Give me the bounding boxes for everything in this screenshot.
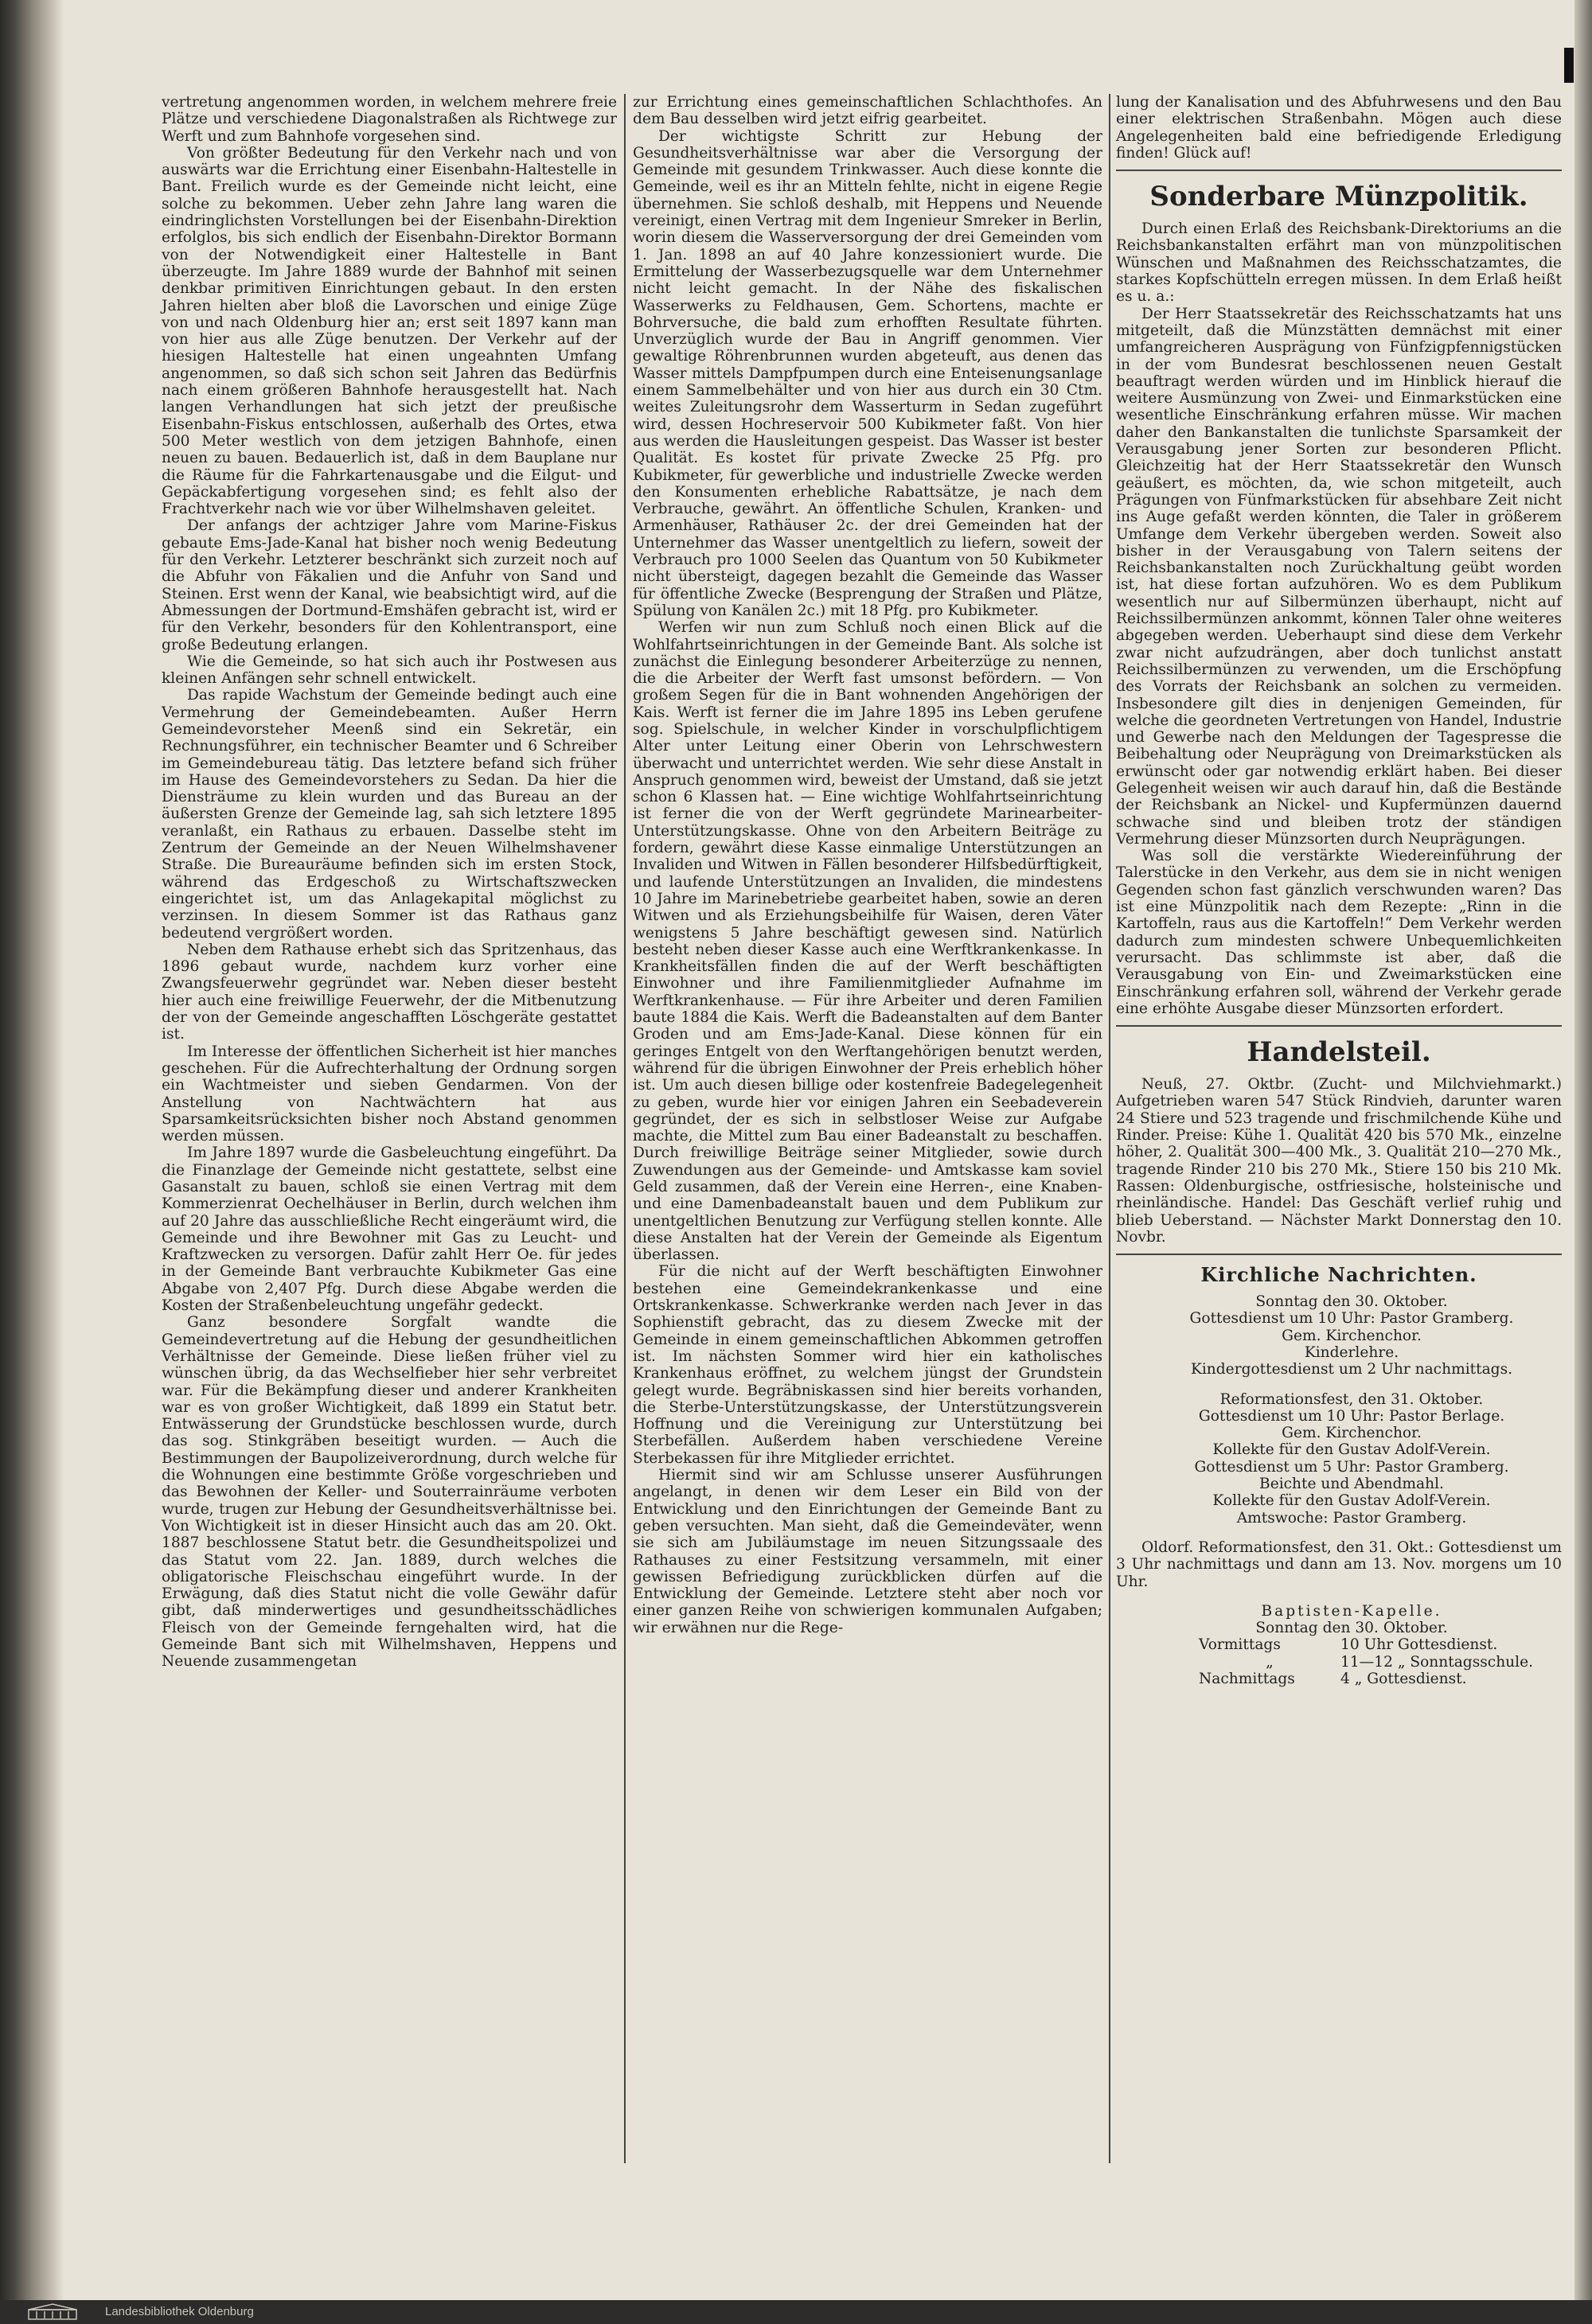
church-listing <box>1116 1293 1562 1527</box>
schedule-time: 10 Uhr Gottesdienst. <box>1340 1636 1498 1654</box>
library-name: Landesbibliothek Oldenburg <box>105 2305 254 2318</box>
column-3 <box>1116 94 1562 2163</box>
paragraph: Oldorf. Reformationsfest, den 31. Okt.: Gottesdienst um 3 Uhr nachmittags und dann am 13. Nov. morgens um 10 Uhr. <box>1116 1538 1562 1590</box>
church-line: Sonntag den 30. Oktober. <box>1255 1293 1448 1311</box>
paragraph: Im Jahre 1897 wurde die Gasbeleuchtung eingeführt. Da die Finanzlage der Gemeinde nicht gestattete, selbst eine Gasanstalt zu bauen, schloß sie einen Vertrag mit dem Kommerzienrat Oechelhäuser in Berlin, durch welchen ihm auf 20 Jahre das ausschließliche Recht eingeräumt wird, die Gemeinde und ihre Bewohner mit Gas zu Leucht- und Kraftzwecken zu versorgen. Dafür zahlt Herr Oe. für jedes in der Gemeinde Bant verbrauchte Kubikmeter Gas eine Abgabe von 2,407 Pfg. Durch diese Abgabe werden die Kosten der Straßenbeleuchtung ungefähr gedeckt. <box>162 1144 617 1315</box>
paragraph: vertretung angenommen worden, in welchem mehrere freie Plätze und verschiedene Diagonalstraßen als Richtwege zur Werft und zum Bahnhofe vorgesehen sind. <box>162 94 617 145</box>
paragraph: Der wichtigste Schritt zur Hebung der Gesundheitsverhältnisse war aber die Versorgung der Gemeinde mit gesundem Trinkwasser. Auch diese konnte die Gemeinde, weil es ihr an Mitteln fehlte, nicht in eigene Regie übernehmen. Sie schloß deshalb, mit Heppens und Neuende vereinigt, einen Vertrag mit dem Ingenieur Smreker in Berlin, worin diesem die Wasserversorgung der drei Gemeinden vom 1. Jan. 1898 an auf 40 Jahre konzessioniert wurde. Die Ermittelung der Wasserbezugsquelle war dem Unternehmer nicht leicht gemacht. In der Nähe des fiskalischen Wasserwerks zu Feldhausen, Gem. Schortens, machte er Bohrversuche, die bald zum erhofften Resultate führten. Unverzüglich wurde der Bau in Angriff genommen. Vier gewaltige Röhrenbrunnen wurden abgeteuft, aus denen das Wasser mittels Dampfpumpen durch eine Enteisenungsanlage einem Sammelbehälter und von hier aus durch ein 30 Ctm. weites Zuleitungsrohr dem Wasserturm in Sedan zugeführt wird, dessen Hochreservoir 500 Kubikmeter faßt. Von hier aus werden die Hausleitungen gespeist. Das Wasser ist bester Qualität. Es kostet für private Zwecke 25 Pfg. pro Kubikmeter, für gewerbliche und industrielle Zwecke werden den Konsumenten erhebliche Rabattsätze, je nach dem Verbrauche, gewährt. An öffentliche Schulen, Kranken- und Armenhäuser, Rathäuser 2c. der drei Gemeinden hat der Unternehmer das Wasser unentgeltlich zu liefern, soweit der Verbrauch pro 1000 Seelen das Quantum von 50 Kubikmeter nicht übersteigt, dagegen bezahlt die Gemeinde das Wasser für öffentliche Zwecke (Besprengung der Straßen und Plätze, Spülung von Kanälen 2c.) mit 18 Pfg. pro Kubikmeter. <box>633 127 1102 619</box>
paragraph: Der anfangs der achtziger Jahre vom Marine-Fiskus gebaute Ems-Jade-Kanal hat bisher noch wenig Bedeutung für den Verkehr. Letzterer beschränkt sich zurzeit noch auf die Abfuhr von Fäkalien und die Anfuhr von Sand und Steinen. Erst wenn der Kanal, wie beabsichtigt wird, auf die Abmessungen der Dortmund-Emshäfen gebracht ist, wird er für den Verkehr, besonders für den Kohlentransport, eine große Bedeutung erlangen. <box>162 517 617 653</box>
church-line: Kindergottesdienst um 2 Uhr nachmittags. <box>1190 1361 1513 1378</box>
library-building-icon <box>27 2303 78 2321</box>
baptist-date: Sonntag den 30. Oktober. <box>1255 1620 1448 1637</box>
paragraph: Durch einen Erlaß des Reichsbank-Direktoriums an die Reichsbankanstalten erfährt man von münzpolitischen Wünschen und Maßnahmen des Reichsschatzamtes, die starkes Kopfschütteln erregen müssen. In dem Erlaß heißt es u. a.: <box>1116 220 1562 306</box>
schedule-row <box>1148 1654 1562 1671</box>
section-title-muenzpolitik: Sonderbare Münzpolitik. <box>1149 181 1528 213</box>
section-rule <box>1116 170 1562 171</box>
paragraph: Neben dem Rathause erhebt sich das Spritzenhaus, das 1896 gebaut wurde, nachdem kurz vorher eine Zwangsfeuerwehr gegründet war. Neben dieser besteht hier auch eine freiwillige Feuerwehr, der die Mitbenutzung der von der Gemeinde angeschafften Löschgeräte gestattet ist. <box>162 941 617 1043</box>
paragraph: Neuß, 27. Oktbr. (Zucht- und Milchviehmarkt.) Aufgetrieben waren 547 Stück Rindvieh, darunter waren 24 Stiere und 523 tragende und frischmilchende Kühe und Rinder. Preise: Kühe 1. Qualität 420 bis 570 Mk., einzelne höher, 2. Qualität 300—400 Mk., 3. Qualität 210—270 Mk., tragende Rinder 210 bis 270 Mk., Stiere 150 bis 210 Mk. Rassen: Oldenburgische, ostfriesische, holsteinische und rheinländische. Handel: Das Geschäft verlief ruhig und blieb Ueberstand. — Nächster Markt Donnerstag den 10. Novbr. <box>1116 1076 1562 1246</box>
church-line: Kinderlehre. <box>1304 1344 1399 1361</box>
church-line: Gottesdienst um 5 Uhr: Pastor Gramberg. <box>1194 1458 1509 1476</box>
paragraph: Der Herr Staatssekretär des Reichsschatzamts hat uns mitgeteilt, daß die Münzstätten demnächst mit einer umfangreicheren Ausprägung von Fünfzigpfennigstücken in der vom Bundesrat beschlossenen neuen Gestalt beauftragt werden würden und im Hinblick hierauf die weitere Ausmünzung von Zwei- und Einmarkstücken eine wesentliche Einschränkung erfahren müsse. Wir machen daher den Bankanstalten die tunlichste Sparsamkeit der Verausgabung jener Sorten zur besonderen Pflicht. Gleichzeitig hat der Herr Staatssekretär den Wunsch geäußert, es möchten, da, wie schon mitgeteilt, auch Prägungen von Fünfmarkstücken für absehbare Zeit nicht ins Auge gefaßt werden könnten, die Taler in größerem Umfange dem Verkehr übergeben werden. Soweit also bisher in der Verausgabung von Talern seitens der Reichsbankanstalten noch Zurückhaltung geübt worden ist, hat diese fortan aufzuhören. Wo es dem Publikum wesentlich nur auf Silbermünzen überhaupt, nicht auf Reichssilbermünzen ankommt, können Taler ohne weiteres abgegeben werden. Ueberhaupt sind diese dem Verkehr zwar nicht aufzudrängen, aber doch tunlichst anstatt Reichssilbermünzen zu verwenden, um die Erschöpfung des Vorrats der Reichsbank an solchen zu vermeiden. Insbesondere gilt dies in denjenigen Gemeinden, für welche die geordneten Vertretungen von Handel, Industrie und Gewerbe nach den Meldungen der Tagespresse die Beibehaltung oder Neuprägung von Dreimarkstücken als erwünscht oder gar notwendig erklärt haben. Bei dieser Gelegenheit weisen wir auch darauf hin, daß die Bestände der Reichsbank an Nickel- und Kupfermünzen dauernd schwache sind und bleiben trotz der ständigen Vermehrung dieser Münzsorten durch Neuprägungen. <box>1116 305 1562 848</box>
schedule-row <box>1148 1671 1562 1687</box>
paragraph: lung der Kanalisation und des Abfuhrwesens und den Bau einer elektrischen Straßenbahn. Mögen auch diese Angelegenheiten bald eine befriedigende Erledigung finden! Glück auf! <box>1116 94 1562 162</box>
column-1 <box>162 94 617 2163</box>
book-binding-edge <box>0 0 64 2324</box>
church-line: Gottesdienst um 10 Uhr: Pastor Berlage. <box>1198 1407 1505 1425</box>
paragraph: Von größter Bedeutung für den Verkehr nach und von auswärts war die Errichtung einer Eisenbahn-Haltestelle in Bant. Freilich wurde es der Gemeinde nicht leicht, eine solche zu bekommen. Ueber zehn Jahre lang waren die eindringlichsten Vorstellungen bei der Eisenbahn-Direktion erfolglos, bis sich endlich der Eisenbahn-Direktor Bormann von der Notwendigkeit einer Haltestelle in Bant überzeugte. Im Jahre 1889 wurde der Bahnhof mit seinen denkbar primitiven Einrichtungen gebaut. In den ersten Jahren hielten aber bloß die Lavorschen und einige Züge von und nach Oldenburg hier an; erst seit 1897 kann man von hier aus alle Züge benutzen. Der Verkehr auf der hiesigen Haltestelle hat einen ungeahnten Umfang angenommen, so daß sich schon seit Jahren das Bedürfnis nach einem größeren Bahnhofe herausgestellt hat. Nach langen Verhandlungen hat sich jetzt der preußische Eisenbahn-Fiskus entschlossen, außerhalb des Ortes, etwa 500 Meter westlich von dem jetzigen Bahnhofe, einen neuen zu bauen. Bedauerlich ist, daß in dem Bauplane nur die Räume für die Fahrkartenausgabe und die Eilgut- und Gepäckabfertigung vorgesehen sind; es fehlt also der Frachtverkehr nach wie vor über Wilhelmshaven geleitet. <box>162 144 617 518</box>
schedule-time: 4 „ Gottesdienst. <box>1340 1671 1467 1688</box>
schedule-label: Vormittags <box>1199 1636 1281 1654</box>
scan-marker <box>1564 48 1574 83</box>
church-line: Gem. Kirchenchor. <box>1282 1425 1422 1442</box>
baptist-title: Baptisten-Kapelle. <box>1261 1602 1442 1620</box>
footer-bar <box>0 2300 1592 2324</box>
church-line: Amtswoche: Pastor Gramberg. <box>1236 1509 1467 1527</box>
column-divider <box>1109 94 1110 2163</box>
paragraph: Für die nicht auf der Werft beschäftigten Einwohner bestehen eine Gemeindekrankenkasse und eine Ortskrankenkasse. Schwerkranke werden nach Jever in das Sophienstift gebracht, das zu diesem Zwecke mit der Gemeinde in einem gemeinschaftlichen Abkommen getroffen ist. Im nächsten Sommer wird hier ein katholisches Krankenhaus eröffnet, zu welchem jüngst der Grundstein gelegt wurde. Begräbniskassen sind hier bereits vorhanden, die Sterbe-Unterstützungskasse, der Unterstützungsverein Hoffnung und die Vereinigung zur Unterstützung bei Sterbefällen. Außerdem haben verschiedene Vereine Sterbekassen für ihre Mitglieder errichtet. <box>633 1263 1102 1467</box>
section-title-kirchliche-nachrichten: Kirchliche Nachrichten. <box>1200 1263 1477 1287</box>
paragraph: Im Interesse der öffentlichen Sicherheit ist hier manches geschehen. Für die Aufrechterhaltung der Ordnung sorgen ein Wachtmeister und sieben Gendarmen. Von der Anstellung von Nachtwächtern hat aus Sparsamkeitsrücksichten bisher noch Abstand genommen werden müssen. <box>162 1043 617 1145</box>
church-line: Gem. Kirchenchor. <box>1282 1327 1422 1344</box>
paragraph: Ganz besondere Sorgfalt wandte die Gemeindevertretung auf die Hebung der gesundheitlichen Verhältnisse der Gemeinde. Diese ließen früher viel zu wünschen übrig, da das Wechselfieber hier sehr verbreitet war. Für die Bekämpfung dieser und anderer Krankheiten war es von großer Wichtigkeit, daß 1899 ein Statut betr. Entwässerung der Grundstücke beschlossen wurde, durch das sog. Stinkgräben beseitigt wurden. — Auch die Bestimmungen der Baupolizeiverordnung, durch welche für die Wohnungen eine bestimmte Größe vorgeschrieben und das Bewohnen der Keller- und Souterrainräume verboten wurde, trugen zur Hebung der Gesundheitsverhältnisse bei. Von Wichtigkeit ist in dieser Hinsicht auch das am 20. Okt. 1887 beschlossene Statut betr. die Gesundheitspolizei und das Statut vom 22. Jan. 1889, durch welches die obligatorische Fleischschau eingeführt wurde. In der Erwägung, daß dies Statut nicht die volle Gewähr dafür gibt, daß minderwertiges und gesundheitsschädliches Fleisch von der Gemeinde ferngehalten wird, hat die Gemeinde Bant sich mit Wilhelmshaven, Heppens und Neuende zusammengetan <box>162 1314 617 1671</box>
section-rule <box>1116 1025 1562 1027</box>
church-line <box>1116 1378 1562 1391</box>
church-line: Reformationsfest, den 31. Oktober. <box>1219 1390 1484 1408</box>
church-line: Beichte und Abendmahl. <box>1259 1476 1444 1493</box>
church-line: Kollekte für den Gustav Adolf-Verein. <box>1212 1492 1491 1510</box>
section-rule <box>1116 1254 1562 1255</box>
column-2 <box>633 94 1102 2163</box>
column-divider <box>624 94 626 2163</box>
schedule-time: 11—12 „ Sonntagsschule. <box>1340 1653 1534 1671</box>
page-right-edge <box>1574 0 1592 2324</box>
schedule-label: „ <box>1266 1653 1274 1671</box>
church-line: Gottesdienst um 10 Uhr: Pastor Gramberg. <box>1189 1310 1514 1328</box>
paragraph: Wie die Gemeinde, so hat sich auch ihr Postwesen aus kleinen Anfängen sehr schnell entwickelt. <box>162 653 617 688</box>
schedule-label: Nachmittags <box>1199 1671 1295 1688</box>
paragraph: Das rapide Wachstum der Gemeinde bedingt auch eine Vermehrung der Gemeindebeamten. Außer Herrn Gemeindevorsteher Meenß sind ein Sekretär, ein Rechnungsführer, ein technischer Beamter und 6 Schreiber im Gemeindebureau tätig. Das letztere befand sich früher im Hause des Gemeindevorstehers zu Sedan. Da hier die Diensträume zu klein wurden und das Bureau an der äußersten Grenze der Gemeinde lag, sah sich letztere 1895 veranlaßt, ein Rathaus zu erbauen. Dasselbe steht im Zentrum der Gemeinde an der Neuen Wilhelmshavener Straße. Die Bureauräume befinden sich im ersten Stock, während das Erdgeschoß zu Wirtschaftszwecken eingerichtet ist, um das Anlagekapital möglichst zu verzinsen. In diesem Sommer ist das Rathaus ganz bedeutend vergrößert worden. <box>162 687 617 942</box>
schedule-row <box>1148 1636 1562 1653</box>
section-title-handelsteil: Handelsteil. <box>1247 1036 1431 1069</box>
baptist-schedule <box>1116 1636 1562 1687</box>
paragraph: zur Errichtung eines gemeinschaftlichen Schlachthofes. An dem Bau desselben wird jetzt eifrig gearbeitet. <box>633 94 1102 128</box>
church-line: Kollekte für den Gustav Adolf-Verein. <box>1212 1441 1491 1459</box>
paragraph: Was soll die verstärkte Wiedereinführung der Talerstücke in den Verkehr, aus dem sie in nicht wenigen Gegenden schon fast gänzlich verschwunden waren? Das ist eine Münzpolitik nach dem Rezepte: „Rinn in die Kartoffeln, raus aus die Kartoffeln!“ Dem Verkehr werden dadurch zum mindesten schwere Unbequemlichkeiten verursacht. Das schlimmste ist aber, daß die Verausgabung von Ein- und Zweimarkstücken eine Einschränkung erfahren soll, während der Verkehr gerade eine erhöhte Ausgabe dieser Münzsorten erfordert. <box>1116 848 1562 1017</box>
paragraph: Werfen wir nun zum Schluß noch einen Blick auf die Wohlfahrtseinrichtungen in der Gemeinde Bant. Als solche ist zunächst die Einlegung besonderer Arbeiterzüge zu nennen, die die Arbeiter der Werft fast umsonst befördern. — Von großem Segen für die in Bant wohnenden Angehörigen der Kais. Werft ist ferner die im Jahre 1895 ins Leben gerufene sog. Spielschule, in welcher Kinder in vorschulpflichtigem Alter unter Leitung einer Oberin von Lehrschwestern überwacht und unterrichtet werden. Wie sehr diese Anstalt in Anspruch genommen wird, beweist der Umstand, daß sie jetzt schon 6 Klassen hat. — Eine wichtige Wohlfahrtseinrichtung ist ferner die von der Werft gegründete Marinearbeiter-Unterstützungskasse. Ohne von den Arbeitern Beiträge zu fordern, gewährt diese Kasse einmalige Unterstützungen an Invaliden und Witwen in Fällen besonderer Hilfsbedürftigkeit, und laufende Unterstützungen an Invaliden, die mindestens 10 Jahre im Marinebetriebe gearbeitet haben, sowie an deren Witwen und als Erziehungsbeihilfe für Waisen, deren Väter wenigstens 5 Jahre beschäftigt gewesen sind. Natürlich besteht neben dieser Kasse auch eine Werftkrankenkasse. In Krankheitsfällen finden die auf der Werft beschäftigten Einwohner und ihre Familienmitglieder Aufnahme im Werftkrankenhause. — Für ihre Arbeiter und deren Familien baute 1884 die Kais. Werft die Badeanstalten auf dem Banter Groden und am Ems-Jade-Kanal. Diese können für ein geringes Entgelt von den Werftangehörigen benutzt werden, während für die übrigen Einwohner der Preis erheblich höher ist. Um auch diesen billige oder kostenfreie Badegelegenheit zu geben, wurde hier vor einigen Jahren ein Seebadeverein gegründet, der es sich in selbstloser Weise zur Aufgabe machte, die Mittel zum Bau einer Badeanstalt zu beschaffen. Durch freiwillige Beiträge seiner Mitglieder, sowie durch Zuwendungen aus der Gemeinde- und Amtskasse kam soviel Geld zusammen, daß der Verein eine Herren-, eine Knaben- und eine Damenbadeanstalt bauen und dem Publikum zur unentgeltlichen Benutzung zur Verfügung stellen konnte. Alle diese Anstalten hat der Verein der Gemeinde als Eigentum überlassen. <box>633 619 1102 1264</box>
paragraph: Hiermit sind wir am Schlusse unserer Ausführungen angelangt, in denen wir dem Leser ein Bild von der Entwicklung und den Einrichtungen der Gemeinde Bant zu geben versuchten. Man sieht, daß die Gemeindeväter, wenn sie sich am Jubiläumstage im neuen Sitzungssaale des Rathauses zu einer Festsitzung versammeln, mit einer gewissen Befriedigung zurückblicken dürfen auf die Entwicklung der Gemeinde. Letztere steht aber noch vor einer ganzen Reihe von schwierigen kommunalen Aufgaben; wir erwähnen nur die Rege- <box>633 1467 1102 1636</box>
